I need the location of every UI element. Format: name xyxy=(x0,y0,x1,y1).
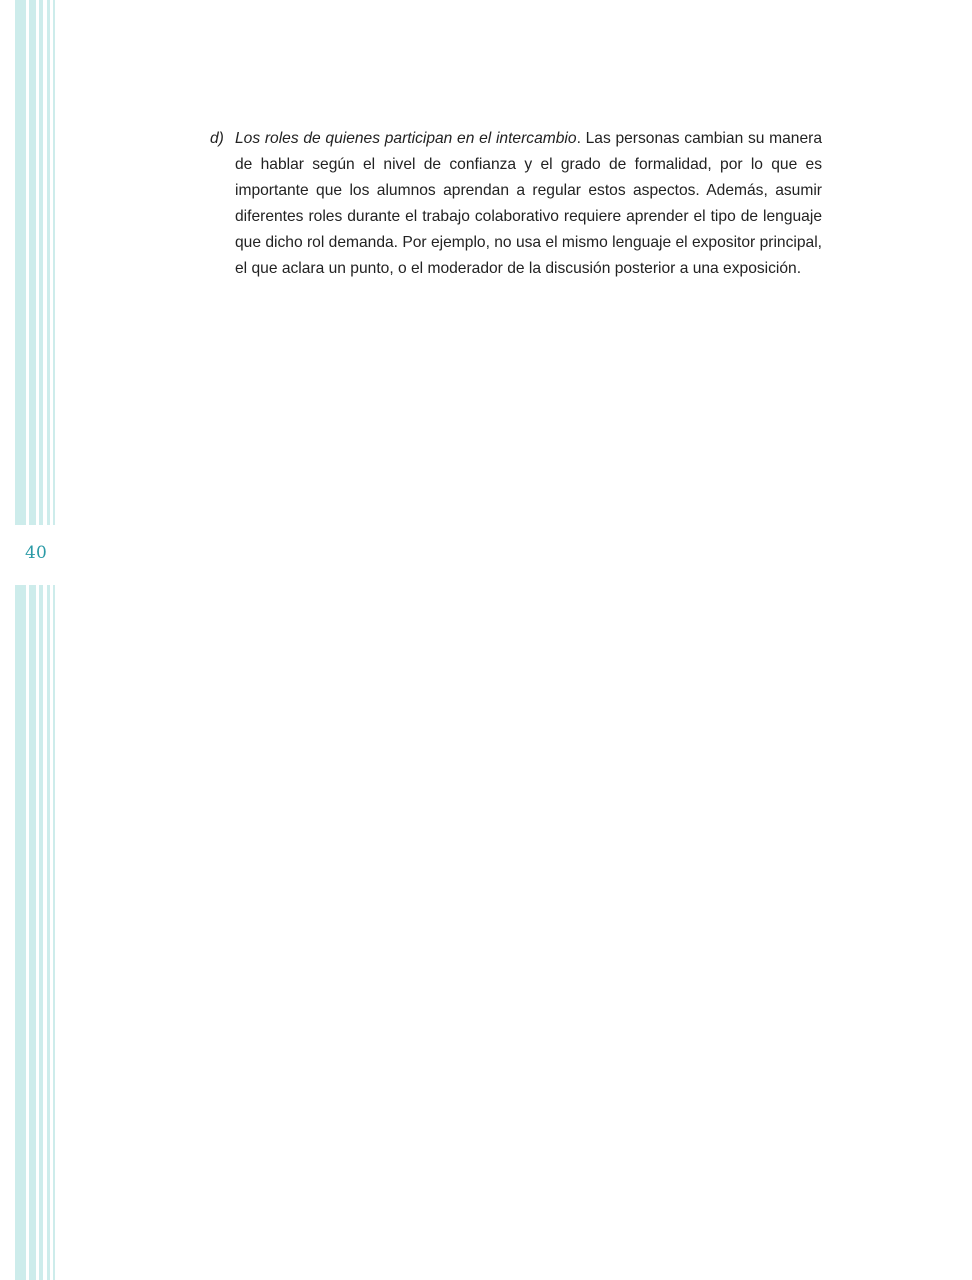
margin-stripe xyxy=(53,0,55,525)
margin-stripe xyxy=(29,585,36,1280)
list-item xyxy=(210,126,822,282)
page-number: 40 xyxy=(25,543,48,563)
list-marker: d) xyxy=(210,130,224,147)
margin-stripe xyxy=(53,585,55,1280)
margin-stripe xyxy=(29,0,36,525)
margin-stripe xyxy=(39,0,43,525)
margin-stripe xyxy=(15,0,26,525)
item-paragraph xyxy=(235,126,822,282)
margin-stripe xyxy=(39,585,43,1280)
margin-stripe xyxy=(15,585,26,1280)
margin-stripe xyxy=(47,0,50,525)
item-title: Los roles de quienes participan en el intercambio xyxy=(235,130,577,147)
margin-stripe xyxy=(47,585,50,1280)
item-body: . Las personas cambian su manera de hablar según el nivel de confianza y el grado de formalidad, por lo que es importante que los alumnos aprendan a regular estos aspectos. Además, asumir diferentes roles durante el trabajo colaborativo requiere aprender el tipo de lenguaje que dicho rol demanda. Por ejemplo, no usa el mismo lenguaje el expositor principal, el que aclara un punto, o el moderador de la discusión posterior a una exposición. xyxy=(235,130,822,277)
